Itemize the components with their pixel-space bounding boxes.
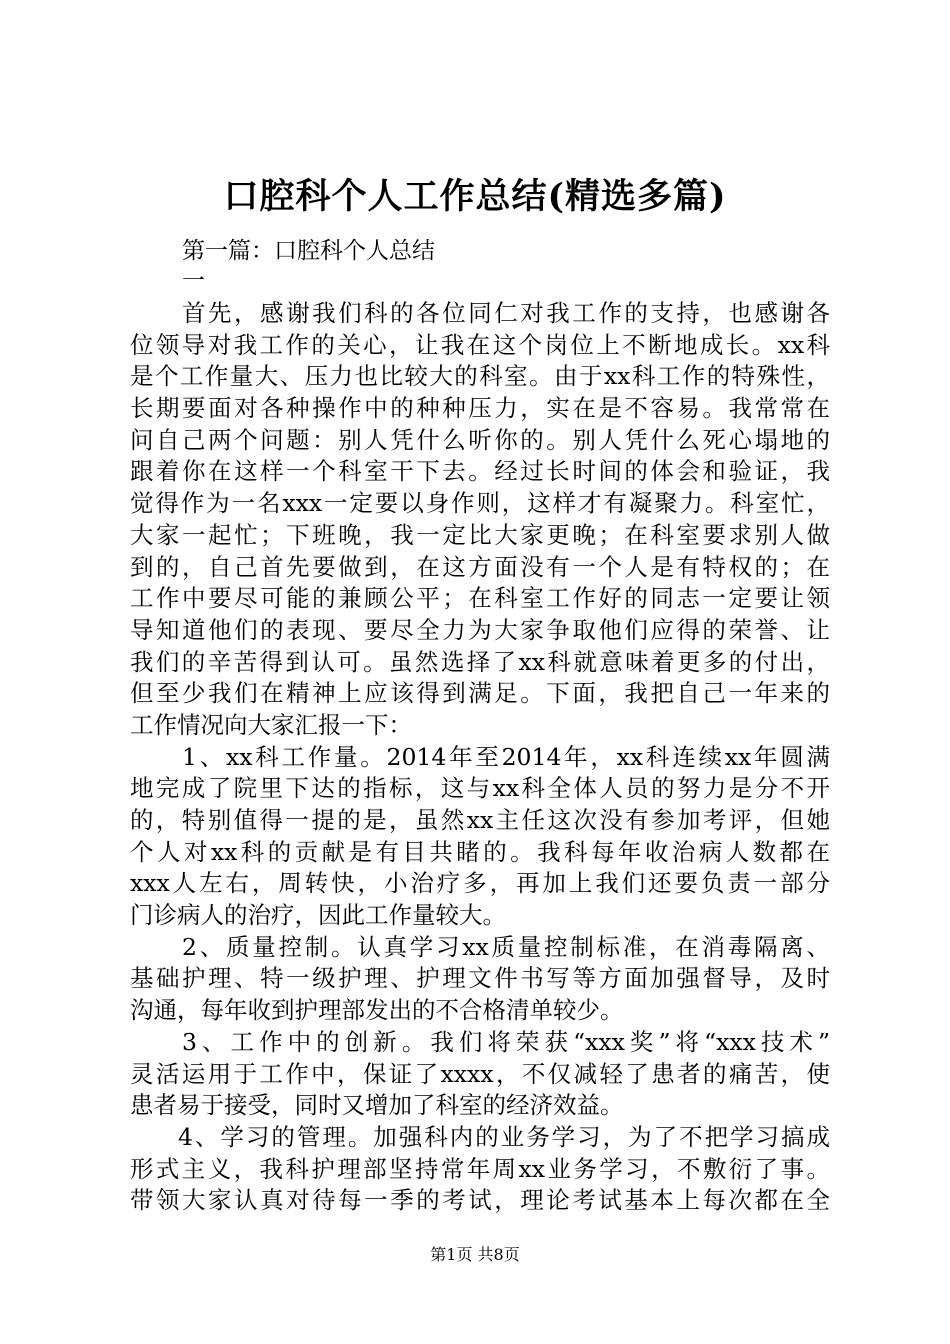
text-line: 灵活运用于工作中，保证了xxxx，不仅减轻了患者的痛苦，使 — [130, 1059, 830, 1088]
body-text — [130, 298, 830, 1217]
text-line: 2、质量控制。认真学习xx质量控制标准，在消毒隔离、 — [182, 932, 830, 961]
text-line: 觉得作为一名xxx一定要以身作则，这样才有凝聚力。科室忙， — [130, 489, 830, 518]
document-title: 口腔科个人工作总结(精选多篇) — [223, 176, 727, 217]
text-line: 到的，自己首先要做到，在这方面没有一个人是有特权的；在 — [130, 552, 830, 581]
text-line: 个人对xx科的贡献是有目共睹的。我科每年收治病人数都在 — [130, 837, 830, 866]
section-heading: 第一篇：口腔科个人总结 — [182, 238, 435, 264]
text-line: 患者易于接受，同时又增加了科室的经济效益。 — [130, 1091, 624, 1120]
text-line: 工作中要尽可能的兼顾公平；在科室工作好的同志一定要让领 — [130, 584, 830, 613]
text-line: 跟着你在这样一个科室干下去。经过长时间的体会和验证，我 — [130, 457, 830, 486]
text-line: 是个工作量大、压力也比较大的科室。由于xx科工作的特殊性， — [130, 362, 830, 391]
text-line: 我们的辛苦得到认可。虽然选择了xx科就意味着更多的付出， — [130, 647, 830, 676]
text-line: 4、学习的管理。加强科内的业务学习，为了不把学习搞成 — [178, 1122, 830, 1151]
text-line: 的，特别值得一提的是，虽然xx主任这次没有参加考评，但她 — [130, 806, 830, 834]
text-line: 问自己两个问题：别人凭什么听你的。别人凭什么死心塌地的 — [130, 425, 830, 454]
text-line: 工作情况向大家汇报一下： — [130, 710, 412, 739]
section-marker: 一 — [182, 268, 205, 294]
text-line: 首先，感谢我们科的各位同仁对我工作的支持，也感谢各 — [182, 299, 830, 327]
text-line: 地完成了院里下达的指标，这与xx科全体人员的努力是分不开 — [130, 774, 830, 803]
text-line: 位领导对我工作的关心，让我在这个岗位上不断地成长。xx科 — [130, 330, 830, 359]
text-line: 但至少我们在精神上应该得到满足。下面，我把自己一年来的 — [130, 679, 830, 708]
text-line: 导知道他们的表现、要尽全力为大家争取他们应得的荣誉、让 — [130, 615, 830, 644]
text-line: 沟通，每年收到护理部发出的不合格清单较少。 — [130, 996, 624, 1025]
text-line: 1、xx科工作量。2014年至2014年，xx科连续xx年圆满 — [182, 742, 830, 771]
text-line: 3、工作中的创新。我们将荣获“xxx奖”将“xxx技术” — [182, 1027, 830, 1056]
text-line: 带领大家认真对待每一季的考试，理论考试基本上每次都在全 — [130, 1186, 830, 1215]
text-line: 形式主义，我科护理部坚持常年周xx业务学习，不敷衍了事。 — [130, 1154, 830, 1183]
text-line: 大家一起忙；下班晚，我一定比大家更晚；在科室要求别人做 — [130, 520, 830, 549]
text-line: xxx人左右，周转快，小治疗多，再加上我们还要负责一部分 — [130, 869, 830, 898]
text-line: 长期要面对各种操作中的种种压力，实在是不容易。我常常在 — [130, 394, 830, 423]
text-line: 门诊病人的治疗，因此工作量较大。 — [130, 901, 506, 930]
page-footer: 第1页 共8页 — [430, 1245, 520, 1264]
text-line: 基础护理、特一级护理、护理文件书写等方面加强督导，及时 — [130, 964, 830, 993]
